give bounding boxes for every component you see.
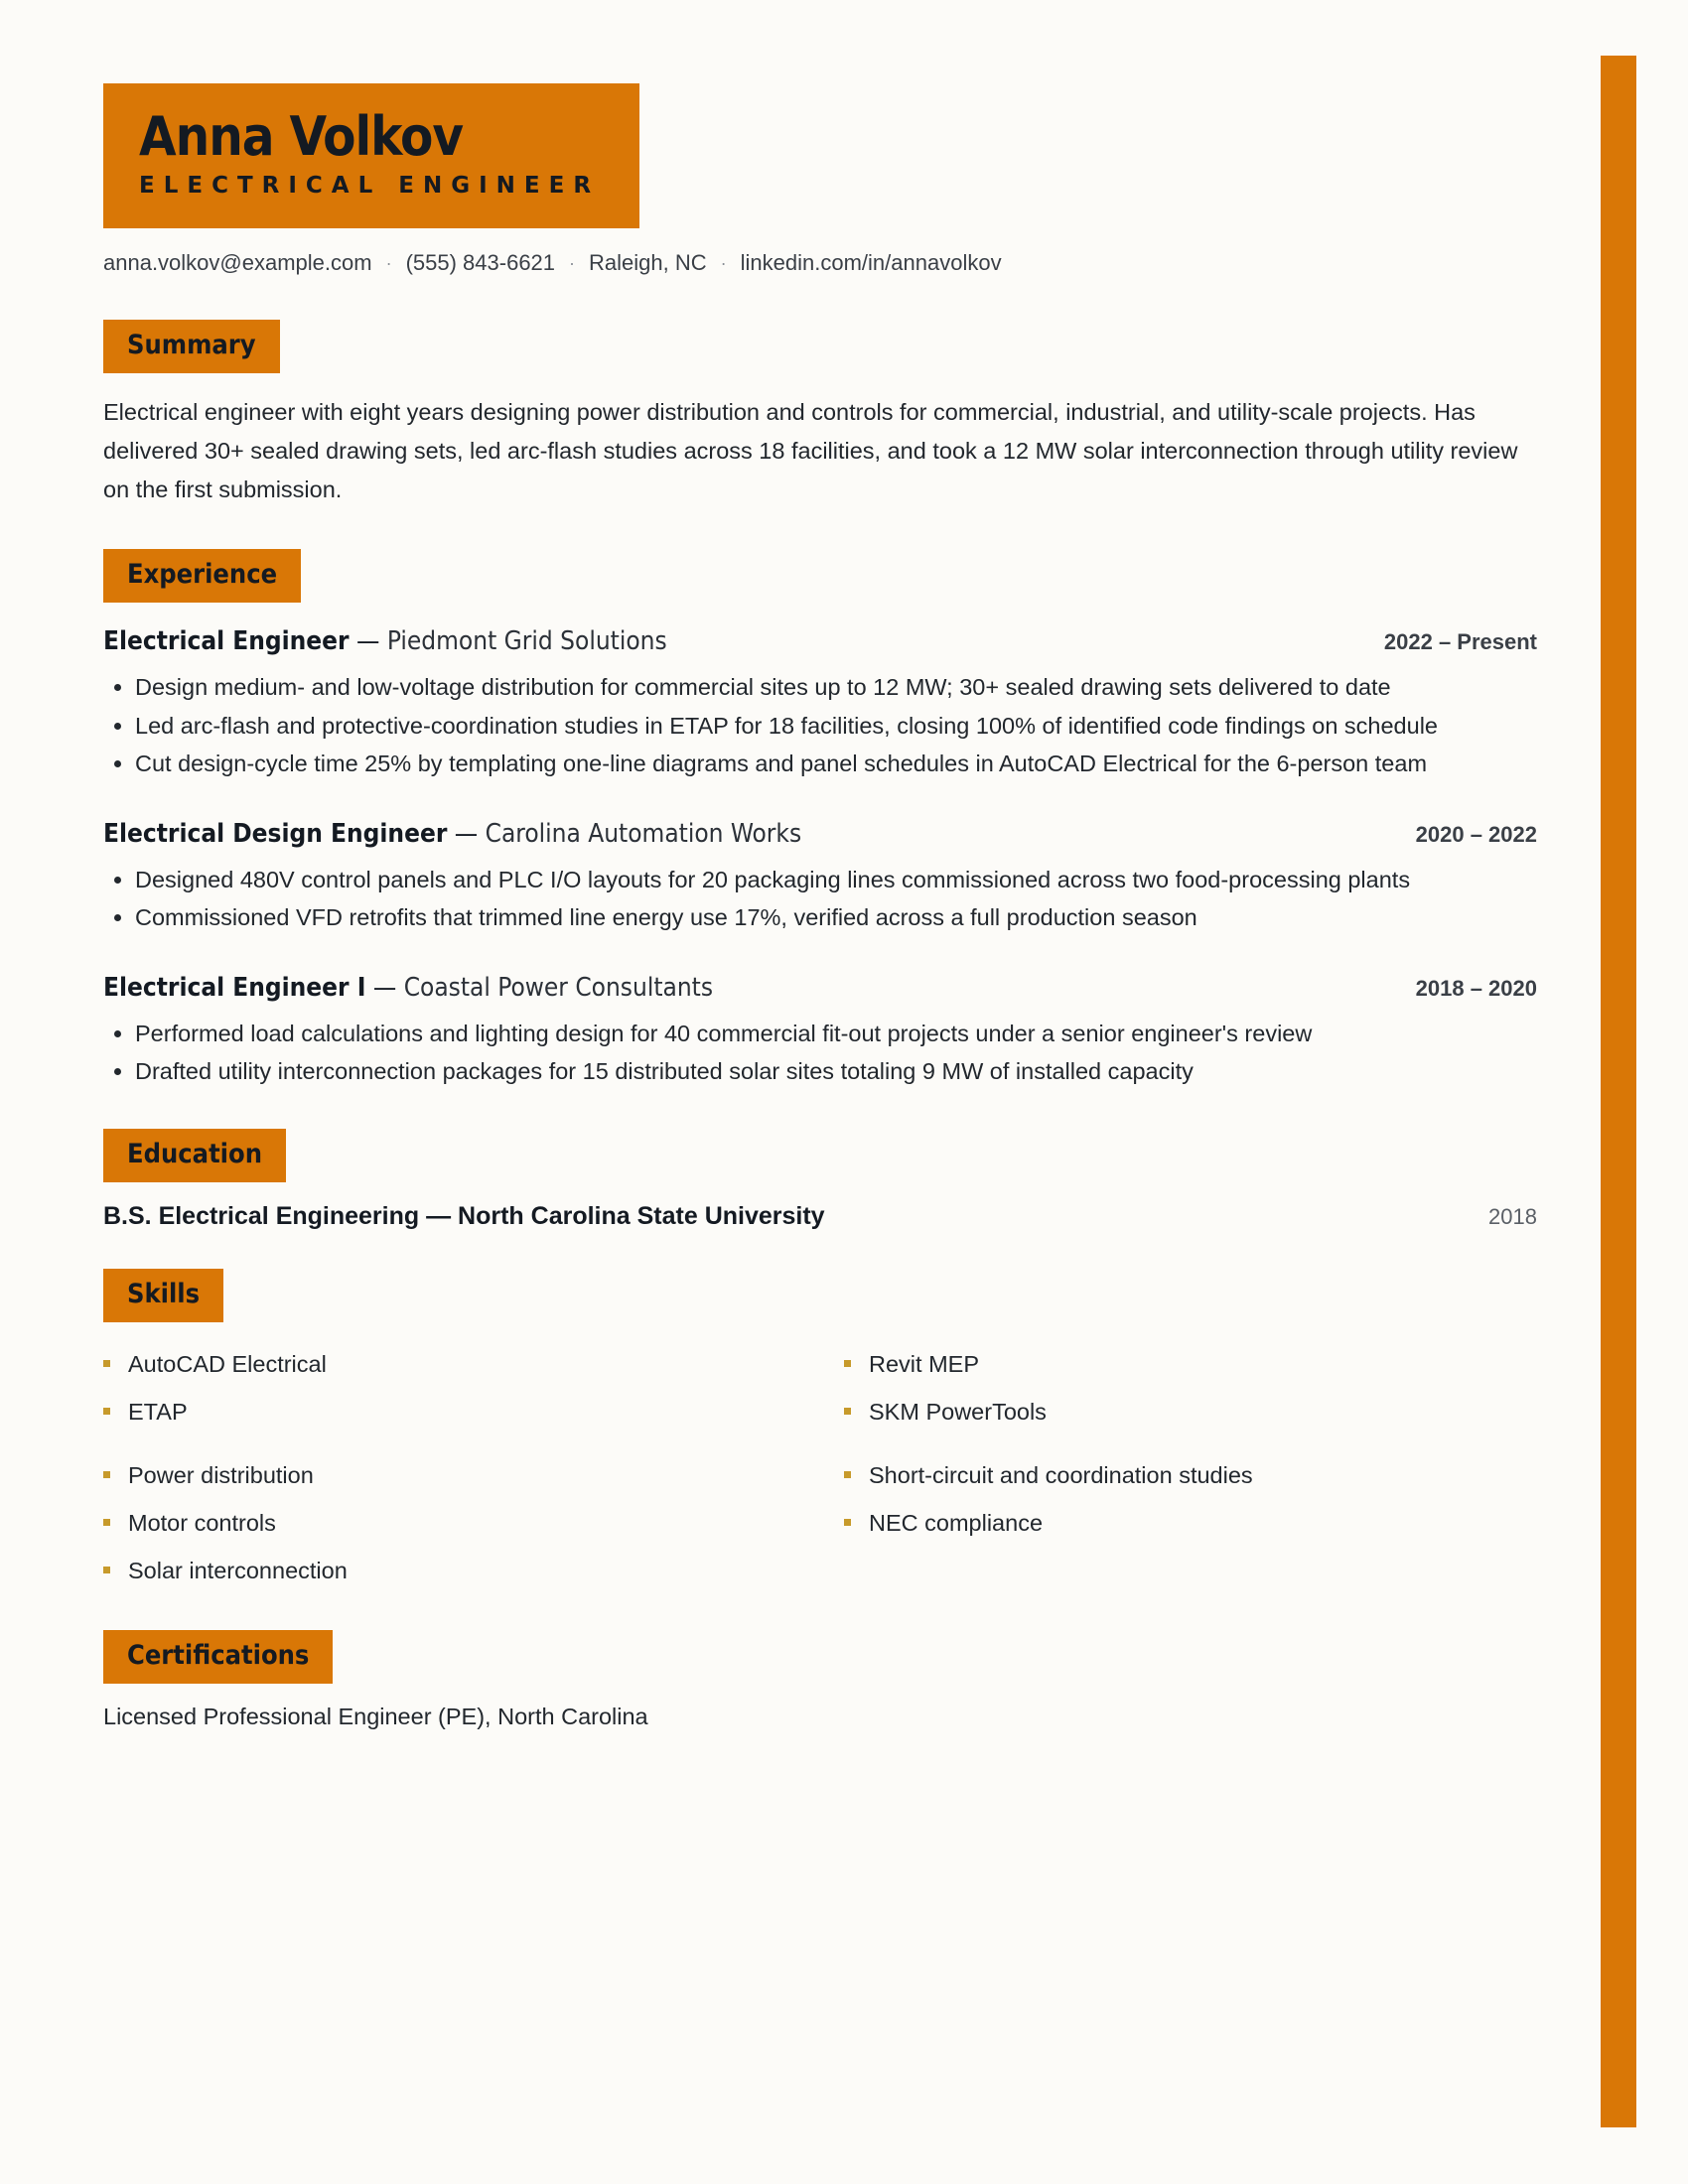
section-heading-experience: Experience: [103, 549, 301, 603]
contact-separator: ·: [720, 252, 727, 273]
job-dates: 2020 – 2022: [1415, 821, 1537, 847]
square-bullet-icon: [103, 1471, 110, 1478]
skill-item: [103, 1499, 844, 1547]
skills-group-competencies: [103, 1451, 1537, 1594]
skill-label: AutoCAD Electrical: [128, 1350, 327, 1377]
square-bullet-icon: [844, 1408, 851, 1415]
skills-group-tools: [103, 1340, 1537, 1435]
skill-item: [103, 1547, 844, 1594]
skill-item: [844, 1499, 1537, 1547]
square-bullet-icon: [844, 1471, 851, 1478]
skill-item: [844, 1451, 1537, 1499]
square-bullet-icon: [103, 1519, 110, 1526]
job-bullet: • Performed load calculations and lighting design for 40 commercial fit-out projects under a senior engineer's review: [135, 1015, 1537, 1053]
job-bullet: • Drafted utility interconnection packages for 15 distributed solar sites totaling 9 MW of installed capacity: [135, 1052, 1537, 1091]
section-heading-certifications: Certifications: [103, 1630, 333, 1684]
skill-label: Short-circuit and coordination studies: [869, 1461, 1253, 1488]
job-entry: [103, 817, 1537, 937]
education-year: 2018: [1488, 1203, 1537, 1229]
skill-label: NEC compliance: [869, 1509, 1044, 1536]
job-header: [103, 817, 1537, 851]
education-section: [103, 1129, 1537, 1231]
job-bullet: • Commissioned VFD retrofits that trimmed line energy use 17%, verified across a full production season: [135, 898, 1537, 937]
skill-label: Solar interconnection: [128, 1557, 348, 1583]
job-title-line: [103, 817, 801, 851]
contact-location: Raleigh, NC: [589, 250, 707, 275]
square-bullet-icon: [103, 1408, 110, 1415]
job-role: Electrical Design Engineer: [103, 818, 448, 849]
accent-side-bar: [1601, 56, 1636, 2127]
job-bullets: [103, 668, 1537, 783]
square-bullet-icon: [103, 1360, 110, 1367]
resume-page: [103, 83, 1537, 1730]
contact-separator: ·: [569, 252, 576, 273]
skill-label: Power distribution: [128, 1461, 314, 1488]
job-bullet: • Led arc-flash and protective-coordination studies in ETAP for 18 facilities, closing 100% of identified code findings on schedule: [135, 707, 1537, 746]
skill-item: [844, 1340, 1537, 1388]
job-dash: —: [349, 626, 387, 656]
education-degree: B.S. Electrical Engineering — North Carolina State University: [103, 1201, 825, 1230]
certification-text: Licensed Professional Engineer (PE), North Carolina: [103, 1703, 648, 1729]
summary-section: [103, 320, 1537, 509]
job-header: [103, 971, 1537, 1005]
skill-item: [103, 1451, 844, 1499]
square-bullet-icon: [103, 1567, 110, 1573]
job-role: Electrical Engineer: [103, 626, 350, 656]
summary-text: Electrical engineer with eight years designing power distribution and controls for commercial, industrial, and utility-scale projects. Has delivered 30+ sealed drawing sets, led arc-flash studies across 18 facilities, and took a 12 MW solar interconnection through utility review on the first submission.: [103, 399, 1518, 502]
job-bullets: [103, 861, 1537, 937]
skill-label: Revit MEP: [869, 1350, 979, 1377]
job-bullet: • Design medium- and low-voltage distribution for commercial sites up to 12 MW; 30+ sealed drawing sets delivered to date: [135, 668, 1537, 707]
contact-phone[interactable]: (555) 843-6621: [405, 250, 556, 275]
contact-line: [103, 250, 1537, 276]
job-entry: [103, 624, 1537, 783]
section-heading-education: Education: [103, 1129, 286, 1182]
contact-separator: ·: [385, 252, 392, 273]
job-bullets: [103, 1015, 1537, 1091]
job-entry: [103, 971, 1537, 1091]
candidate-name: Anna Volkov: [139, 105, 464, 168]
job-bullet: • Cut design-cycle time 25% by templating one-line diagrams and panel schedules in AutoCAD Electrical for the 6-person team: [135, 745, 1537, 783]
skill-label: ETAP: [128, 1398, 188, 1425]
job-company: Carolina Automation Works: [485, 818, 802, 849]
contact-email[interactable]: anna.volkov@example.com: [103, 250, 372, 275]
header-block: [103, 83, 639, 228]
job-role: Electrical Engineer I: [103, 972, 366, 1003]
job-header: [103, 624, 1537, 658]
contact-linkedin[interactable]: linkedin.com/in/annavolkov: [740, 250, 1002, 275]
job-dates: 2022 – Present: [1383, 629, 1537, 654]
job-dates: 2018 – 2020: [1415, 975, 1537, 1001]
section-heading-skills: Skills: [103, 1269, 223, 1322]
job-company: Coastal Power Consultants: [403, 972, 714, 1003]
skill-label: SKM PowerTools: [869, 1398, 1047, 1425]
section-heading-summary: Summary: [103, 320, 280, 373]
certifications-section: [103, 1630, 1537, 1730]
job-title-line: [103, 971, 713, 1005]
skill-item: [103, 1340, 844, 1388]
skills-section: [103, 1269, 1537, 1594]
skill-label: Motor controls: [128, 1509, 276, 1536]
job-dash: —: [447, 818, 486, 849]
job-company: Piedmont Grid Solutions: [386, 626, 667, 656]
job-title-line: [103, 624, 667, 658]
experience-section: [103, 549, 1537, 1091]
skill-item: [844, 1388, 1537, 1435]
square-bullet-icon: [844, 1360, 851, 1367]
education-entry: [103, 1202, 1537, 1231]
square-bullet-icon: [844, 1519, 851, 1526]
job-dash: —: [365, 972, 404, 1003]
candidate-title: ELECTRICAL ENGINEER: [139, 173, 601, 199]
skill-item: [103, 1388, 844, 1435]
job-bullet: • Designed 480V control panels and PLC I/O layouts for 20 packaging lines commissioned across two food-processing plants: [135, 861, 1537, 899]
